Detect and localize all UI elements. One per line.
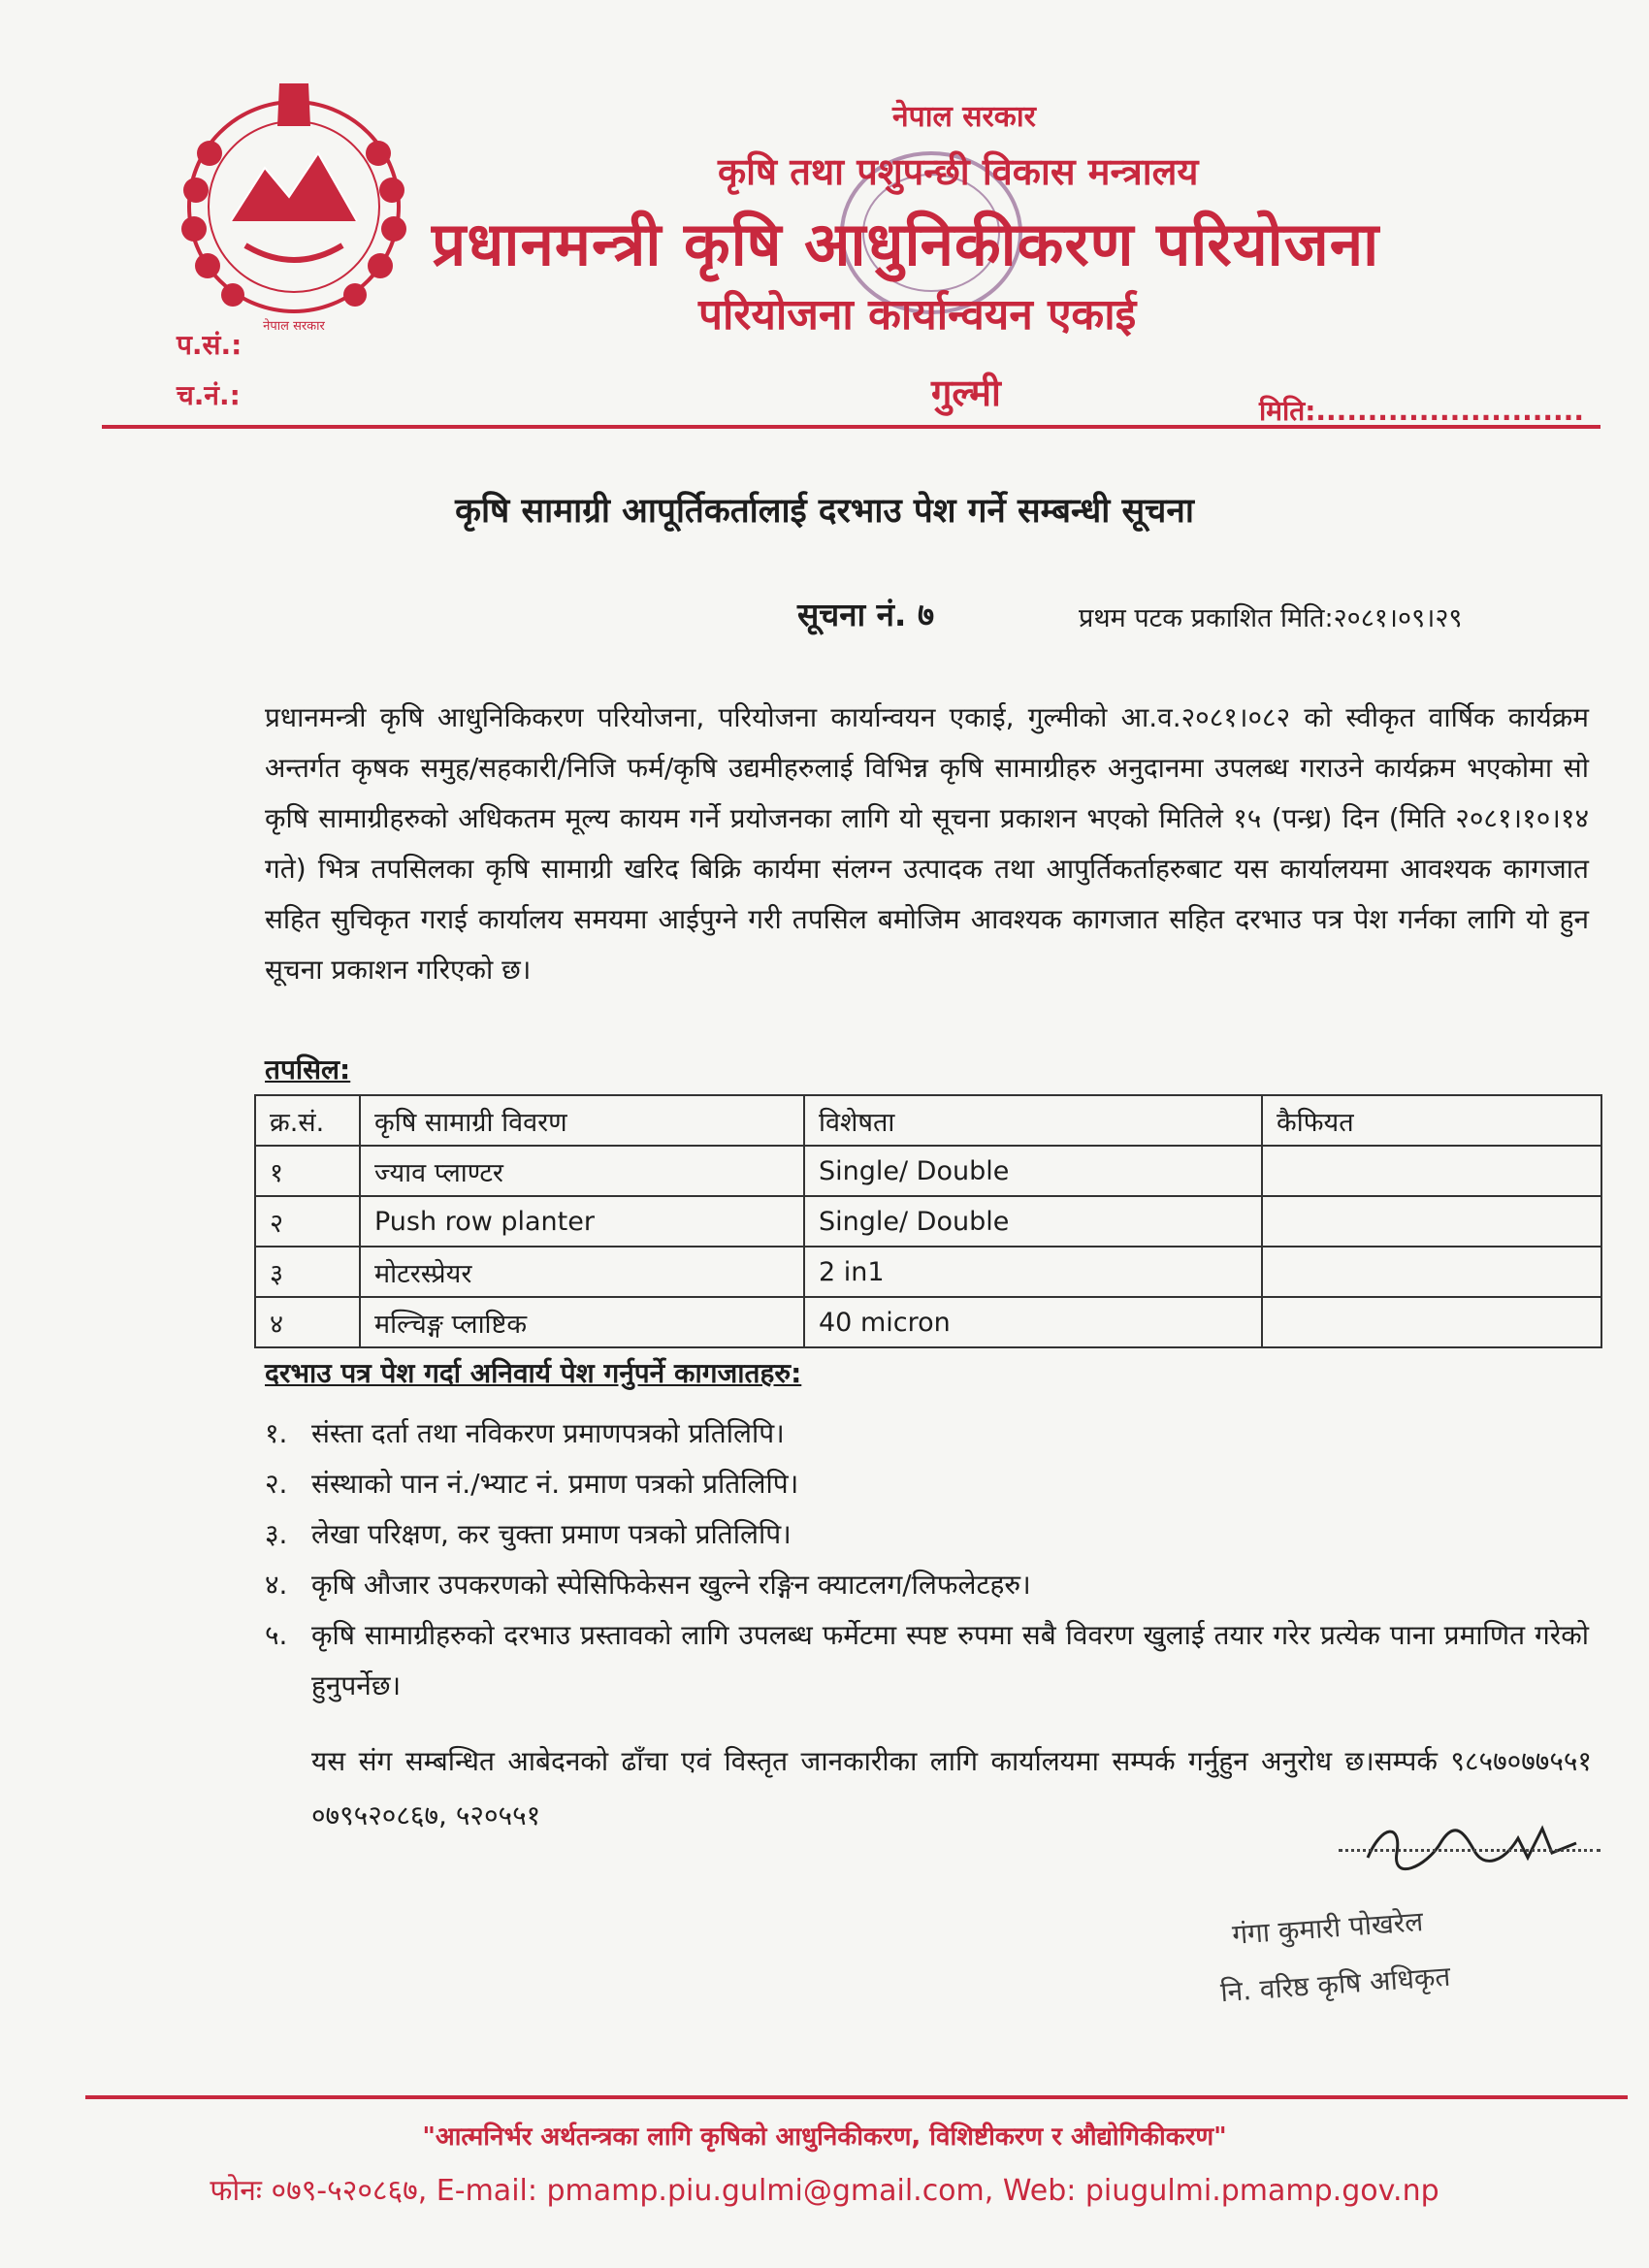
list-item (265, 1560, 1589, 1610)
list-item-text: लेखा परिक्षण, कर चुक्ता प्रमाण पत्रको प्रतिलिपि। (311, 1518, 792, 1550)
date-label: मिति:.......................... (1259, 395, 1584, 427)
table-row (255, 1146, 1601, 1196)
table-header-cell: कृषि सामाग्री विवरण (360, 1095, 804, 1146)
signatory-name: गंगा कुमारी पोखरेल (1231, 1905, 1425, 1951)
list-item-text: संस्थाको पान नं./भ्याट नं. प्रमाण पत्रको प्रतिलिपि। (311, 1468, 799, 1500)
list-item (265, 1459, 1589, 1509)
nepal-emblem-icon (163, 76, 425, 338)
list-item-number: १. (265, 1417, 288, 1449)
table-cell: Push row planter (360, 1196, 804, 1247)
notice-body: प्रधानमन्त्री कृषि आधुनिकिकरण परियोजना, परियोजना कार्यान्वयन एकाई, गुल्मीको आ.व.२०८१।०८२ को स्वीकृत वार्षिक कार्यक्रम अन्तर्गत कृषक समुह/सहकारी/निजि फर्म/कृषि उद्यमीहरुलाई विभिन्न कृषि सामाग्रीहरु अनुदानमा उपलब्ध गराउने कार्यक्रम भएकोमा सो कृषि सामाग्रीहरुको अधिकतम मूल्य कायम गर्ने प्रयोजनका लागि यो सूचना प्रकाशन भएको मितिले १५ (पन्ध्र) दिन (मिति २०८१।१०।१४ गते) भित्र तपसिलका कृषि सामाग्री खरिद बिक्रि कार्यमा संलग्न उत्पादक तथा आपुर्तिकर्ताहरुबाट यस कार्यालयमा आवश्यक कागजात सहित सुचिकृत गराई कार्यालय समयमा आईपुग्ने गरी तपसिल बमोजिम आवश्यक कागजात सहित दरभाउ पत्र पेश गर्नका लागि यो हुन सूचना प्रकाशन गरिएको छ। (265, 701, 1589, 986)
emblem-label: नेपाल सरकार (263, 319, 325, 334)
list-item-text: कृषि औजार उपकरणको स्पेसिफिकेसन खुल्ने रङ्गिन क्याटलग/लिफलेटहरु। (311, 1569, 1031, 1601)
table-cell: ४ (255, 1297, 360, 1347)
table-cell: मल्चिङ्ग प्लाष्टिक (360, 1297, 804, 1347)
header-divider (102, 425, 1600, 429)
ministry-name: कृषि तथा पशुपन्छी विकास मन्त्रालय (718, 150, 1199, 193)
table-cell: Single/ Double (804, 1196, 1262, 1247)
list-item-text: संस्ता दर्ता तथा नविकरण प्रमाणपत्रको प्रतिलिपि। (311, 1417, 785, 1449)
table-header-cell: क्र.सं. (255, 1095, 360, 1146)
tapsil-label: तपसिल: (265, 1053, 351, 1085)
table-cell: ज्याव प्लाण्टर (360, 1146, 804, 1196)
published-date: प्रथम पटक प्रकाशित मिति:२०८१।०९।२९ (1079, 603, 1463, 633)
list-item-number: ५. (265, 1619, 288, 1651)
table-header-row (255, 1095, 1601, 1146)
documents-heading: दरभाउ पत्र पेश गर्दा अनिवार्य पेश गर्नुपर्ने कागजातहरु: (265, 1357, 802, 1389)
signatory-title: नि. वरिष्ठ कृषि अधिकृत (1219, 1960, 1452, 2009)
signature-line (1339, 1849, 1600, 1852)
table-row (255, 1297, 1601, 1347)
table-cell: मोटरस्प्रेयर (360, 1247, 804, 1297)
list-item-number: ३. (265, 1518, 288, 1550)
table-cell (1262, 1247, 1601, 1297)
signature-icon (1358, 1814, 1581, 1882)
table-cell: २ (255, 1196, 360, 1247)
list-item-number: २. (265, 1468, 288, 1500)
list-item (265, 1409, 1589, 1459)
unit-name: परियोजना कार्यान्वयन एकाई (698, 290, 1137, 340)
table-row (255, 1196, 1601, 1247)
list-item (265, 1610, 1589, 1711)
government-name: नेपाल सरकार (892, 100, 1036, 134)
list-item (265, 1509, 1589, 1560)
table-cell: Single/ Double (804, 1146, 1262, 1196)
footer-contact: फोनः ०७९-५२०८६७, E-mail: pmamp.piu.gulmi@gmail.com, Web: piugulmi.pmamp.gov.np (210, 2174, 1439, 2208)
footer-slogan: "आत्मनिर्भर अर्थतन्त्रका लागि कृषिको आधुनिकीकरण, विशिष्टीकरण र औद्योगिकीकरण" (422, 2122, 1227, 2152)
list-item-text: कृषि सामाग्रीहरुको दरभाउ प्रस्तावको लागि उपलब्ध फर्मेटमा स्पष्ट रुपमा सबै विवरण खुलाई तयार गरेर प्रत्येक पाना प्रमाणित गरेको हुनुपर्नेछ। (311, 1619, 1589, 1701)
closing-request: यस संग सम्बन्धित आबेदनको ढाँचा एवं विस्तृत जानकारीका लागि कार्यालयमा सम्पर्क गर्नुहुन अनुरोध छ।सम्पर्क ९८५७०७७५५१ ०७९५२०८६७, ५२०५५१ (311, 1745, 1592, 1831)
table-header-cell: कैफियत (1262, 1095, 1601, 1146)
table-cell (1262, 1146, 1601, 1196)
documents-list (265, 1409, 1589, 1711)
project-name: प्रधानमन्त्री कृषि आधुनिकीकरण परियोजना (432, 209, 1380, 279)
table-row (255, 1247, 1601, 1297)
footer-divider (85, 2095, 1628, 2099)
notice-number: सूचना नं. ७ (797, 596, 935, 633)
table-cell (1262, 1297, 1601, 1347)
table-cell: १ (255, 1146, 360, 1196)
table-cell: 40 micron (804, 1297, 1262, 1347)
chn-label: च.नं.: (177, 379, 241, 411)
equipment-table (254, 1094, 1602, 1348)
notice-title: कृषि सामाग्री आपूर्तिकर्तालाई दरभाउ पेश गर्ने सम्बन्धी सूचना (455, 492, 1194, 531)
list-item-number: ४. (265, 1569, 288, 1601)
table-cell: 2 in1 (804, 1247, 1262, 1297)
ps-label: प.सं.: (177, 329, 242, 361)
district-name: गुल्मी (931, 372, 1001, 414)
table-header-cell: विशेषता (804, 1095, 1262, 1146)
table-cell (1262, 1196, 1601, 1247)
table-cell: ३ (255, 1247, 360, 1297)
